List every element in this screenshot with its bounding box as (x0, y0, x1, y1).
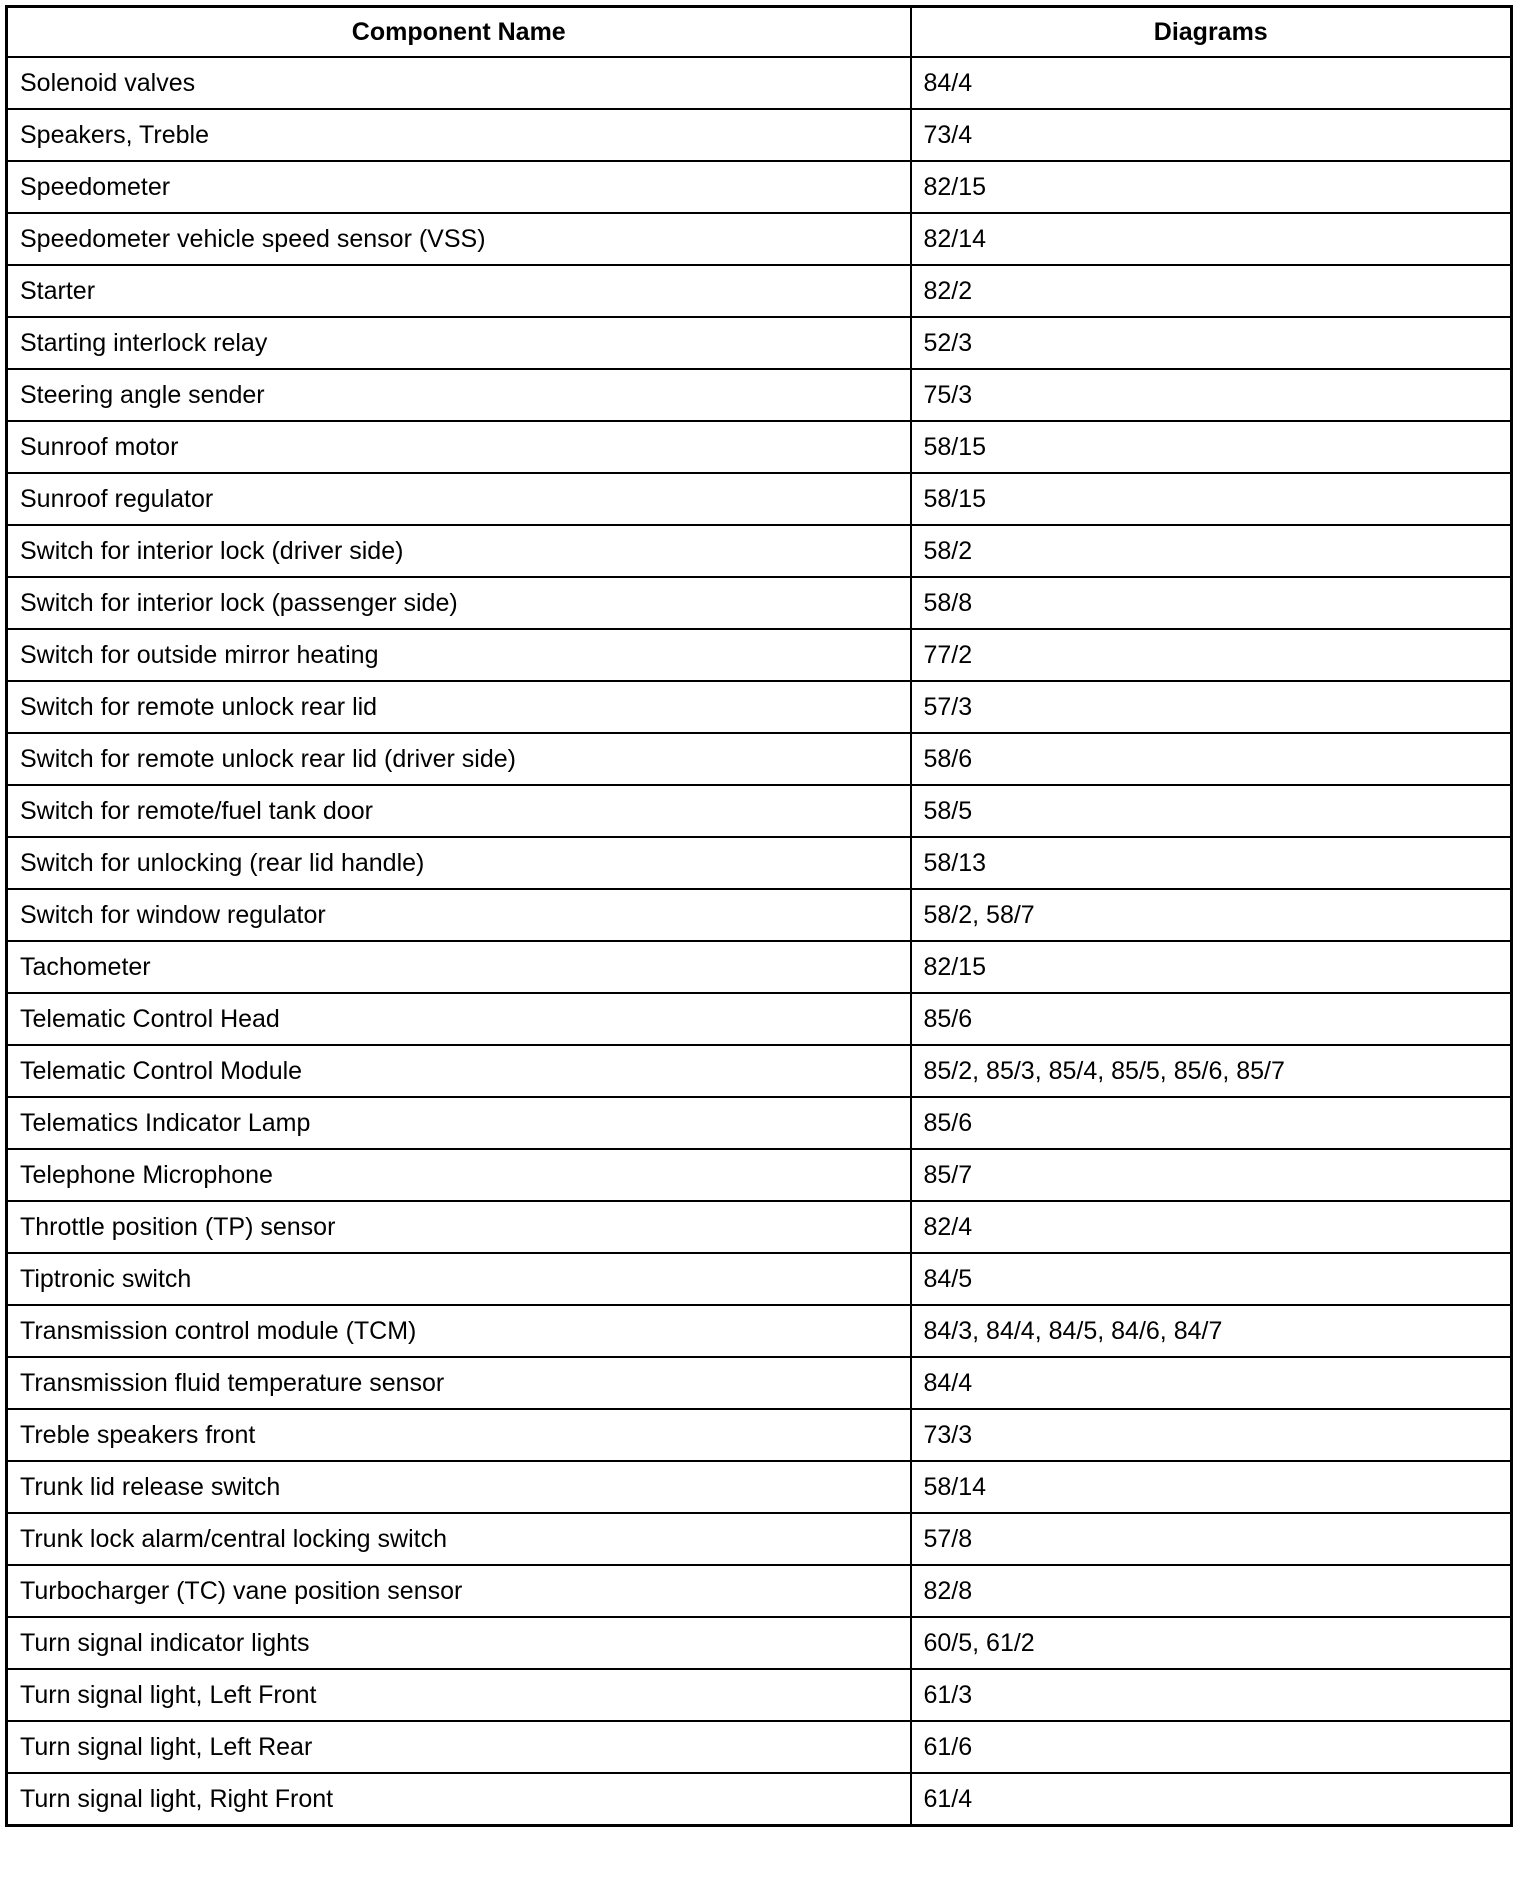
table-row (7, 1513, 1512, 1565)
component-name-cell: Trunk lock alarm/central locking switch (7, 1513, 911, 1565)
diagrams-cell: 82/8 (911, 1565, 1512, 1617)
table-row (7, 577, 1512, 629)
table-row (7, 1461, 1512, 1513)
table-row (7, 1097, 1512, 1149)
table-row (7, 1305, 1512, 1357)
component-name-cell: Solenoid valves (7, 57, 911, 109)
table-row (7, 369, 1512, 421)
diagrams-cell: 52/3 (911, 317, 1512, 369)
component-name-cell: Throttle position (TP) sensor (7, 1201, 911, 1253)
component-name-cell: Speedometer (7, 161, 911, 213)
table-row (7, 1357, 1512, 1409)
diagrams-cell: 58/15 (911, 473, 1512, 525)
component-name-cell: Steering angle sender (7, 369, 911, 421)
diagrams-cell: 58/5 (911, 785, 1512, 837)
table-row (7, 1773, 1512, 1826)
component-name-cell: Trunk lid release switch (7, 1461, 911, 1513)
component-name-cell: Sunroof regulator (7, 473, 911, 525)
component-name-cell: Switch for remote unlock rear lid (driver side) (7, 733, 911, 785)
component-name-cell: Telematic Control Head (7, 993, 911, 1045)
diagrams-cell: 85/6 (911, 1097, 1512, 1149)
table-header-row (7, 7, 1512, 58)
component-name-cell: Switch for interior lock (driver side) (7, 525, 911, 577)
component-name-cell: Switch for window regulator (7, 889, 911, 941)
diagrams-cell: 84/5 (911, 1253, 1512, 1305)
component-name-cell: Turn signal indicator lights (7, 1617, 911, 1669)
table-row (7, 733, 1512, 785)
diagrams-cell: 75/3 (911, 369, 1512, 421)
table-row (7, 941, 1512, 993)
table-row (7, 1669, 1512, 1721)
diagrams-cell: 61/4 (911, 1773, 1512, 1826)
component-name-cell: Tachometer (7, 941, 911, 993)
table-row (7, 1565, 1512, 1617)
table-body (7, 57, 1512, 1826)
table-row (7, 109, 1512, 161)
component-name-cell: Treble speakers front (7, 1409, 911, 1461)
component-name-cell: Switch for unlocking (rear lid handle) (7, 837, 911, 889)
diagrams-cell: 58/6 (911, 733, 1512, 785)
component-name-cell: Starter (7, 265, 911, 317)
table-row (7, 785, 1512, 837)
table-row (7, 681, 1512, 733)
diagrams-cell: 58/13 (911, 837, 1512, 889)
diagrams-header: Diagrams (911, 7, 1512, 58)
diagrams-cell: 84/4 (911, 1357, 1512, 1409)
component-name-cell: Starting interlock relay (7, 317, 911, 369)
diagrams-cell: 73/4 (911, 109, 1512, 161)
component-name-cell: Switch for remote/fuel tank door (7, 785, 911, 837)
table-row (7, 317, 1512, 369)
diagrams-cell: 58/2, 58/7 (911, 889, 1512, 941)
component-name-cell: Telephone Microphone (7, 1149, 911, 1201)
table-row (7, 265, 1512, 317)
component-name-cell: Switch for outside mirror heating (7, 629, 911, 681)
diagrams-cell: 77/2 (911, 629, 1512, 681)
component-name-cell: Turbocharger (TC) vane position sensor (7, 1565, 911, 1617)
component-name-cell: Transmission control module (TCM) (7, 1305, 911, 1357)
table-row (7, 629, 1512, 681)
diagrams-cell: 82/4 (911, 1201, 1512, 1253)
diagrams-cell: 85/6 (911, 993, 1512, 1045)
component-name-cell: Turn signal light, Right Front (7, 1773, 911, 1826)
component-name-cell: Telematic Control Module (7, 1045, 911, 1097)
table-row (7, 57, 1512, 109)
diagrams-cell: 58/15 (911, 421, 1512, 473)
diagrams-cell: 61/6 (911, 1721, 1512, 1773)
diagrams-cell: 82/14 (911, 213, 1512, 265)
table-row (7, 161, 1512, 213)
component-name-cell: Transmission fluid temperature sensor (7, 1357, 911, 1409)
diagrams-cell: 58/2 (911, 525, 1512, 577)
diagrams-cell: 61/3 (911, 1669, 1512, 1721)
diagrams-cell: 73/3 (911, 1409, 1512, 1461)
table-row (7, 213, 1512, 265)
diagrams-cell: 57/3 (911, 681, 1512, 733)
component-name-cell: Speakers, Treble (7, 109, 911, 161)
diagrams-cell: 58/8 (911, 577, 1512, 629)
component-name-cell: Telematics Indicator Lamp (7, 1097, 911, 1149)
table-row (7, 837, 1512, 889)
table-row (7, 525, 1512, 577)
component-name-header: Component Name (7, 7, 911, 58)
component-name-cell: Tiptronic switch (7, 1253, 911, 1305)
diagrams-cell: 84/4 (911, 57, 1512, 109)
component-diagram-table (5, 5, 1513, 1827)
component-name-cell: Sunroof motor (7, 421, 911, 473)
diagrams-cell: 58/14 (911, 1461, 1512, 1513)
table-row (7, 889, 1512, 941)
component-name-cell: Turn signal light, Left Front (7, 1669, 911, 1721)
table-row (7, 473, 1512, 525)
table-row (7, 1253, 1512, 1305)
diagrams-cell: 82/2 (911, 265, 1512, 317)
diagrams-cell: 60/5, 61/2 (911, 1617, 1512, 1669)
component-index-page (5, 5, 1510, 1827)
component-name-cell: Switch for remote unlock rear lid (7, 681, 911, 733)
diagrams-cell: 85/7 (911, 1149, 1512, 1201)
component-name-cell: Speedometer vehicle speed sensor (VSS) (7, 213, 911, 265)
table-row (7, 1721, 1512, 1773)
diagrams-cell: 85/2, 85/3, 85/4, 85/5, 85/6, 85/7 (911, 1045, 1512, 1097)
diagrams-cell: 82/15 (911, 161, 1512, 213)
diagrams-cell: 57/8 (911, 1513, 1512, 1565)
component-name-cell: Switch for interior lock (passenger side) (7, 577, 911, 629)
table-row (7, 1201, 1512, 1253)
table-row (7, 421, 1512, 473)
diagrams-cell: 82/15 (911, 941, 1512, 993)
table-row (7, 993, 1512, 1045)
table-row (7, 1409, 1512, 1461)
diagrams-cell: 84/3, 84/4, 84/5, 84/6, 84/7 (911, 1305, 1512, 1357)
table-row (7, 1617, 1512, 1669)
table-row (7, 1149, 1512, 1201)
component-name-cell: Turn signal light, Left Rear (7, 1721, 911, 1773)
table-row (7, 1045, 1512, 1097)
